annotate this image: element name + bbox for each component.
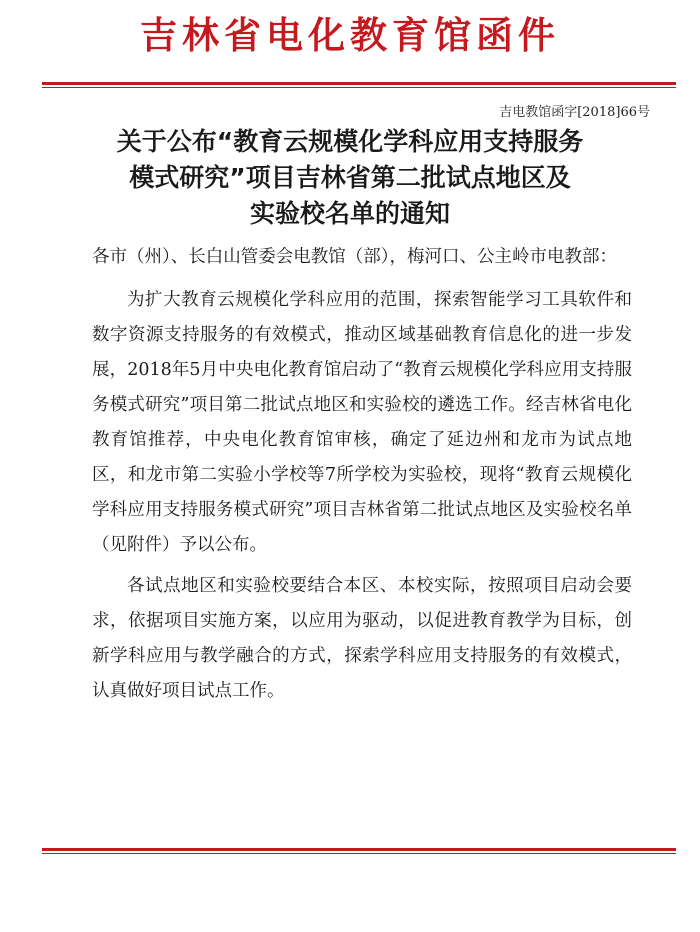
divider-thin-line <box>42 853 676 854</box>
title-line: 实验校名单的通知 <box>249 199 450 228</box>
letterhead-title: 吉林省电化教育馆函件 <box>140 13 560 57</box>
title-line: 模式研究”项目吉林省第二批试点地区及 <box>129 163 571 192</box>
notice-title <box>60 124 640 232</box>
divider-thick-line <box>42 82 676 85</box>
body-paragraph: 为扩大教育云规模化学科应用的范围，探索智能学习工具软件和数字资源支持服务的有效模式，推动区域基础教育信息化的进一步发展，2018年5月中央电化教育馆启动了“教育云规模化学科应用支持服务模式研究”项目第二批试点地区和实验校的遴选工作。经吉林省电化教育馆推荐，中央电化教育馆审核，确定了延边州和龙市为试点地区，和龙市第二实验小学校等7所学校为实验校，现将“教育云规模化学科应用支持服务模式研究”项目吉林省第二批试点地区及实验校名单（见附件）予以公布。 <box>92 290 632 555</box>
notice-body <box>92 240 632 709</box>
title-line: 关于公布“教育云规模化学科应用支持服务 <box>116 127 584 156</box>
salutation: 各市（州）、长白山管委会电教馆（部），梅河口、公主岭市电教部： <box>92 247 617 267</box>
footer-divider <box>42 848 676 854</box>
divider-thin-line <box>42 87 676 88</box>
divider-thick-line <box>42 848 676 851</box>
document-number: 吉电教馆函字[2018]66号 <box>499 105 650 120</box>
body-paragraph: 各试点地区和实验校要结合本区、本校实际，按照项目启动会要求，依据项目实施方案，以应用为驱动，以促进教育教学为目标，创新学科应用与教学融合的方式，探索学科应用支持服务的有效模式，认真做好项目试点工作。 <box>92 576 632 701</box>
letterhead-divider <box>42 82 676 88</box>
